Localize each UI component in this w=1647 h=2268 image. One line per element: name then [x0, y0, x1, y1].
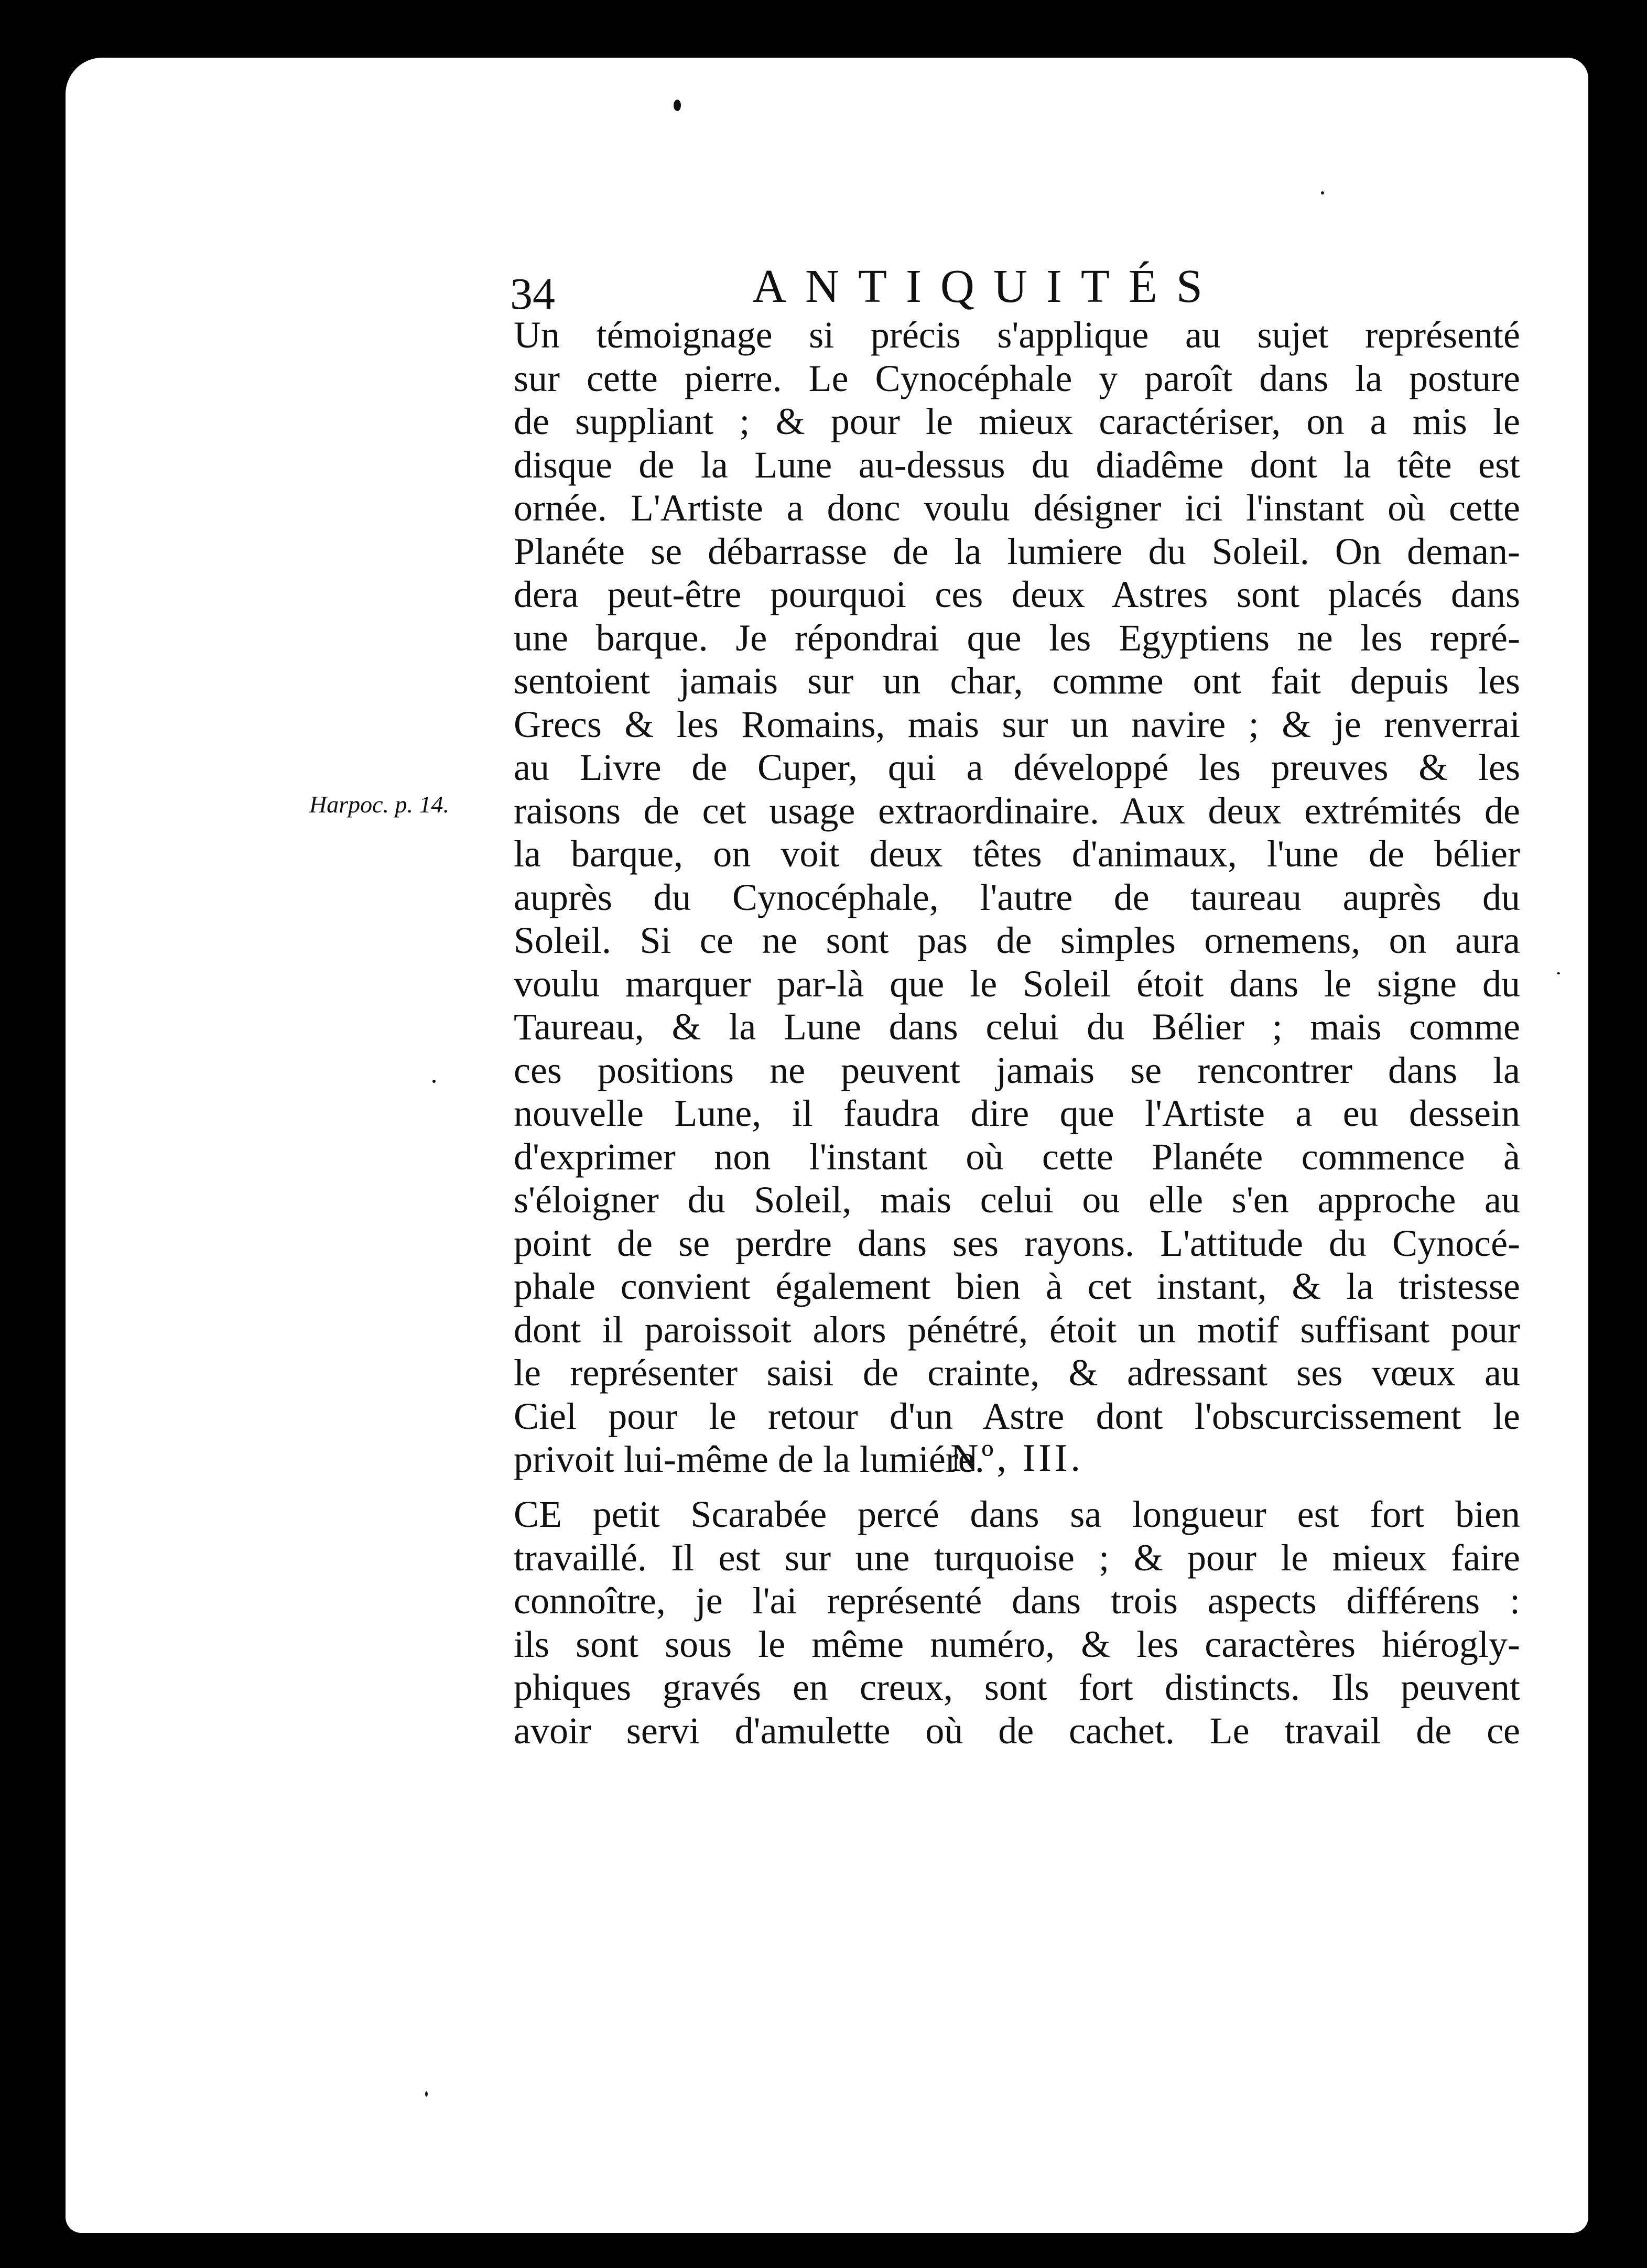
- text-line: raisons de cet usage extraordinaire. Aux deux extrémités de: [514, 789, 1520, 832]
- text-line: ces positions ne peuvent jamais se rencontrer dans la: [514, 1049, 1520, 1091]
- paragraph-1: [514, 313, 1520, 1481]
- text-line: privoit lui-même de la lumiére.: [514, 1438, 984, 1480]
- ink-speck: [1321, 191, 1324, 194]
- text-line: auprès du Cynocéphale, l'autre de taureau auprès du: [514, 876, 1520, 918]
- text-line: voulu marquer par-là que le Soleil étoit dans le signe du: [514, 962, 1520, 1005]
- margin-note: Harpoc. p. 14.: [309, 791, 450, 818]
- text-line: s'éloigner du Soleil, mais celui ou elle s'en approche au: [514, 1179, 1520, 1221]
- text-line: Un témoignage si précis s'applique au sujet représenté: [514, 314, 1520, 356]
- text-line: d'exprimer non l'instant où cette Planéte commence à: [514, 1135, 1520, 1178]
- book-page: [66, 58, 1588, 2233]
- text-line: Ciel pour le retour d'un Astre dont l'obscurcissement le: [514, 1395, 1520, 1437]
- text-line: point de se perdre dans ses rayons. L'attitude du Cynocé-: [514, 1222, 1520, 1264]
- ink-speck: [425, 2091, 428, 2097]
- text-line: phale convient également bien à cet instant, & la tristesse: [514, 1265, 1520, 1307]
- ink-speck: [432, 1080, 436, 1083]
- text-line: avoir servi d'amulette où de cachet. Le travail de ce: [514, 1709, 1520, 1752]
- ink-speck: [1557, 972, 1560, 974]
- ink-speck: [674, 100, 681, 111]
- text-line: disque de la Lune au-dessus du diadême dont la tête est: [514, 443, 1520, 486]
- text-line: au Livre de Cuper, qui a développé les preuves & les: [514, 746, 1520, 788]
- text-line: nouvelle Lune, il faudra dire que l'Artiste a eu dessein: [514, 1092, 1520, 1134]
- page-number: 34: [510, 268, 555, 319]
- section-heading: Nº, III.: [950, 1437, 1083, 1480]
- text-line: de suppliant ; & pour le mieux caractériser, on a mis le: [514, 400, 1520, 442]
- text-line: sur cette pierre. Le Cynocéphale y paroît dans la posture: [514, 357, 1520, 399]
- text-line: Taureau, & la Lune dans celui du Bélier ; mais comme: [514, 1006, 1520, 1048]
- paragraph-2: [514, 1493, 1520, 1752]
- text-line: Grecs & les Romains, mais sur un navire ; & je renverrai: [514, 703, 1520, 745]
- text-line: le représenter saisi de crainte, & adressant ses vœux au: [514, 1352, 1520, 1394]
- text-line: ils sont sous le même numéro, & les caractères hiérogly-: [514, 1623, 1520, 1665]
- text-line: Soleil. Si ce ne sont pas de simples ornemens, on aura: [514, 919, 1520, 961]
- text-line: la barque, on voit deux têtes d'animaux, l'une de bélier: [514, 833, 1520, 875]
- text-line: une barque. Je répondrai que les Egyptiens ne les repré-: [514, 616, 1520, 659]
- text-line: CE petit Scarabée percé dans sa longueur est fort bien: [514, 1493, 1520, 1535]
- text-line: travaillé. Il est sur une turquoise ; & pour le mieux faire: [514, 1536, 1520, 1579]
- text-line: dera peut-être pourquoi ces deux Astres sont placés dans: [514, 573, 1520, 615]
- text-line: phiques gravés en creux, sont fort distincts. Ils peuvent: [514, 1666, 1520, 1708]
- text-line: ornée. L'Artiste a donc voulu désigner ici l'instant où cette: [514, 487, 1520, 529]
- running-title: ANTIQUITÉS: [752, 261, 1221, 312]
- text-line: dont il paroissoit alors pénétré, étoit un motif suffisant pour: [514, 1308, 1520, 1351]
- text-line: sentoient jamais sur un char, comme ont fait depuis les: [514, 660, 1520, 702]
- text-line: connoître, je l'ai représenté dans trois aspects différens :: [514, 1580, 1520, 1622]
- text-line: Planéte se débarrasse de la lumiere du Soleil. On deman-: [514, 530, 1520, 572]
